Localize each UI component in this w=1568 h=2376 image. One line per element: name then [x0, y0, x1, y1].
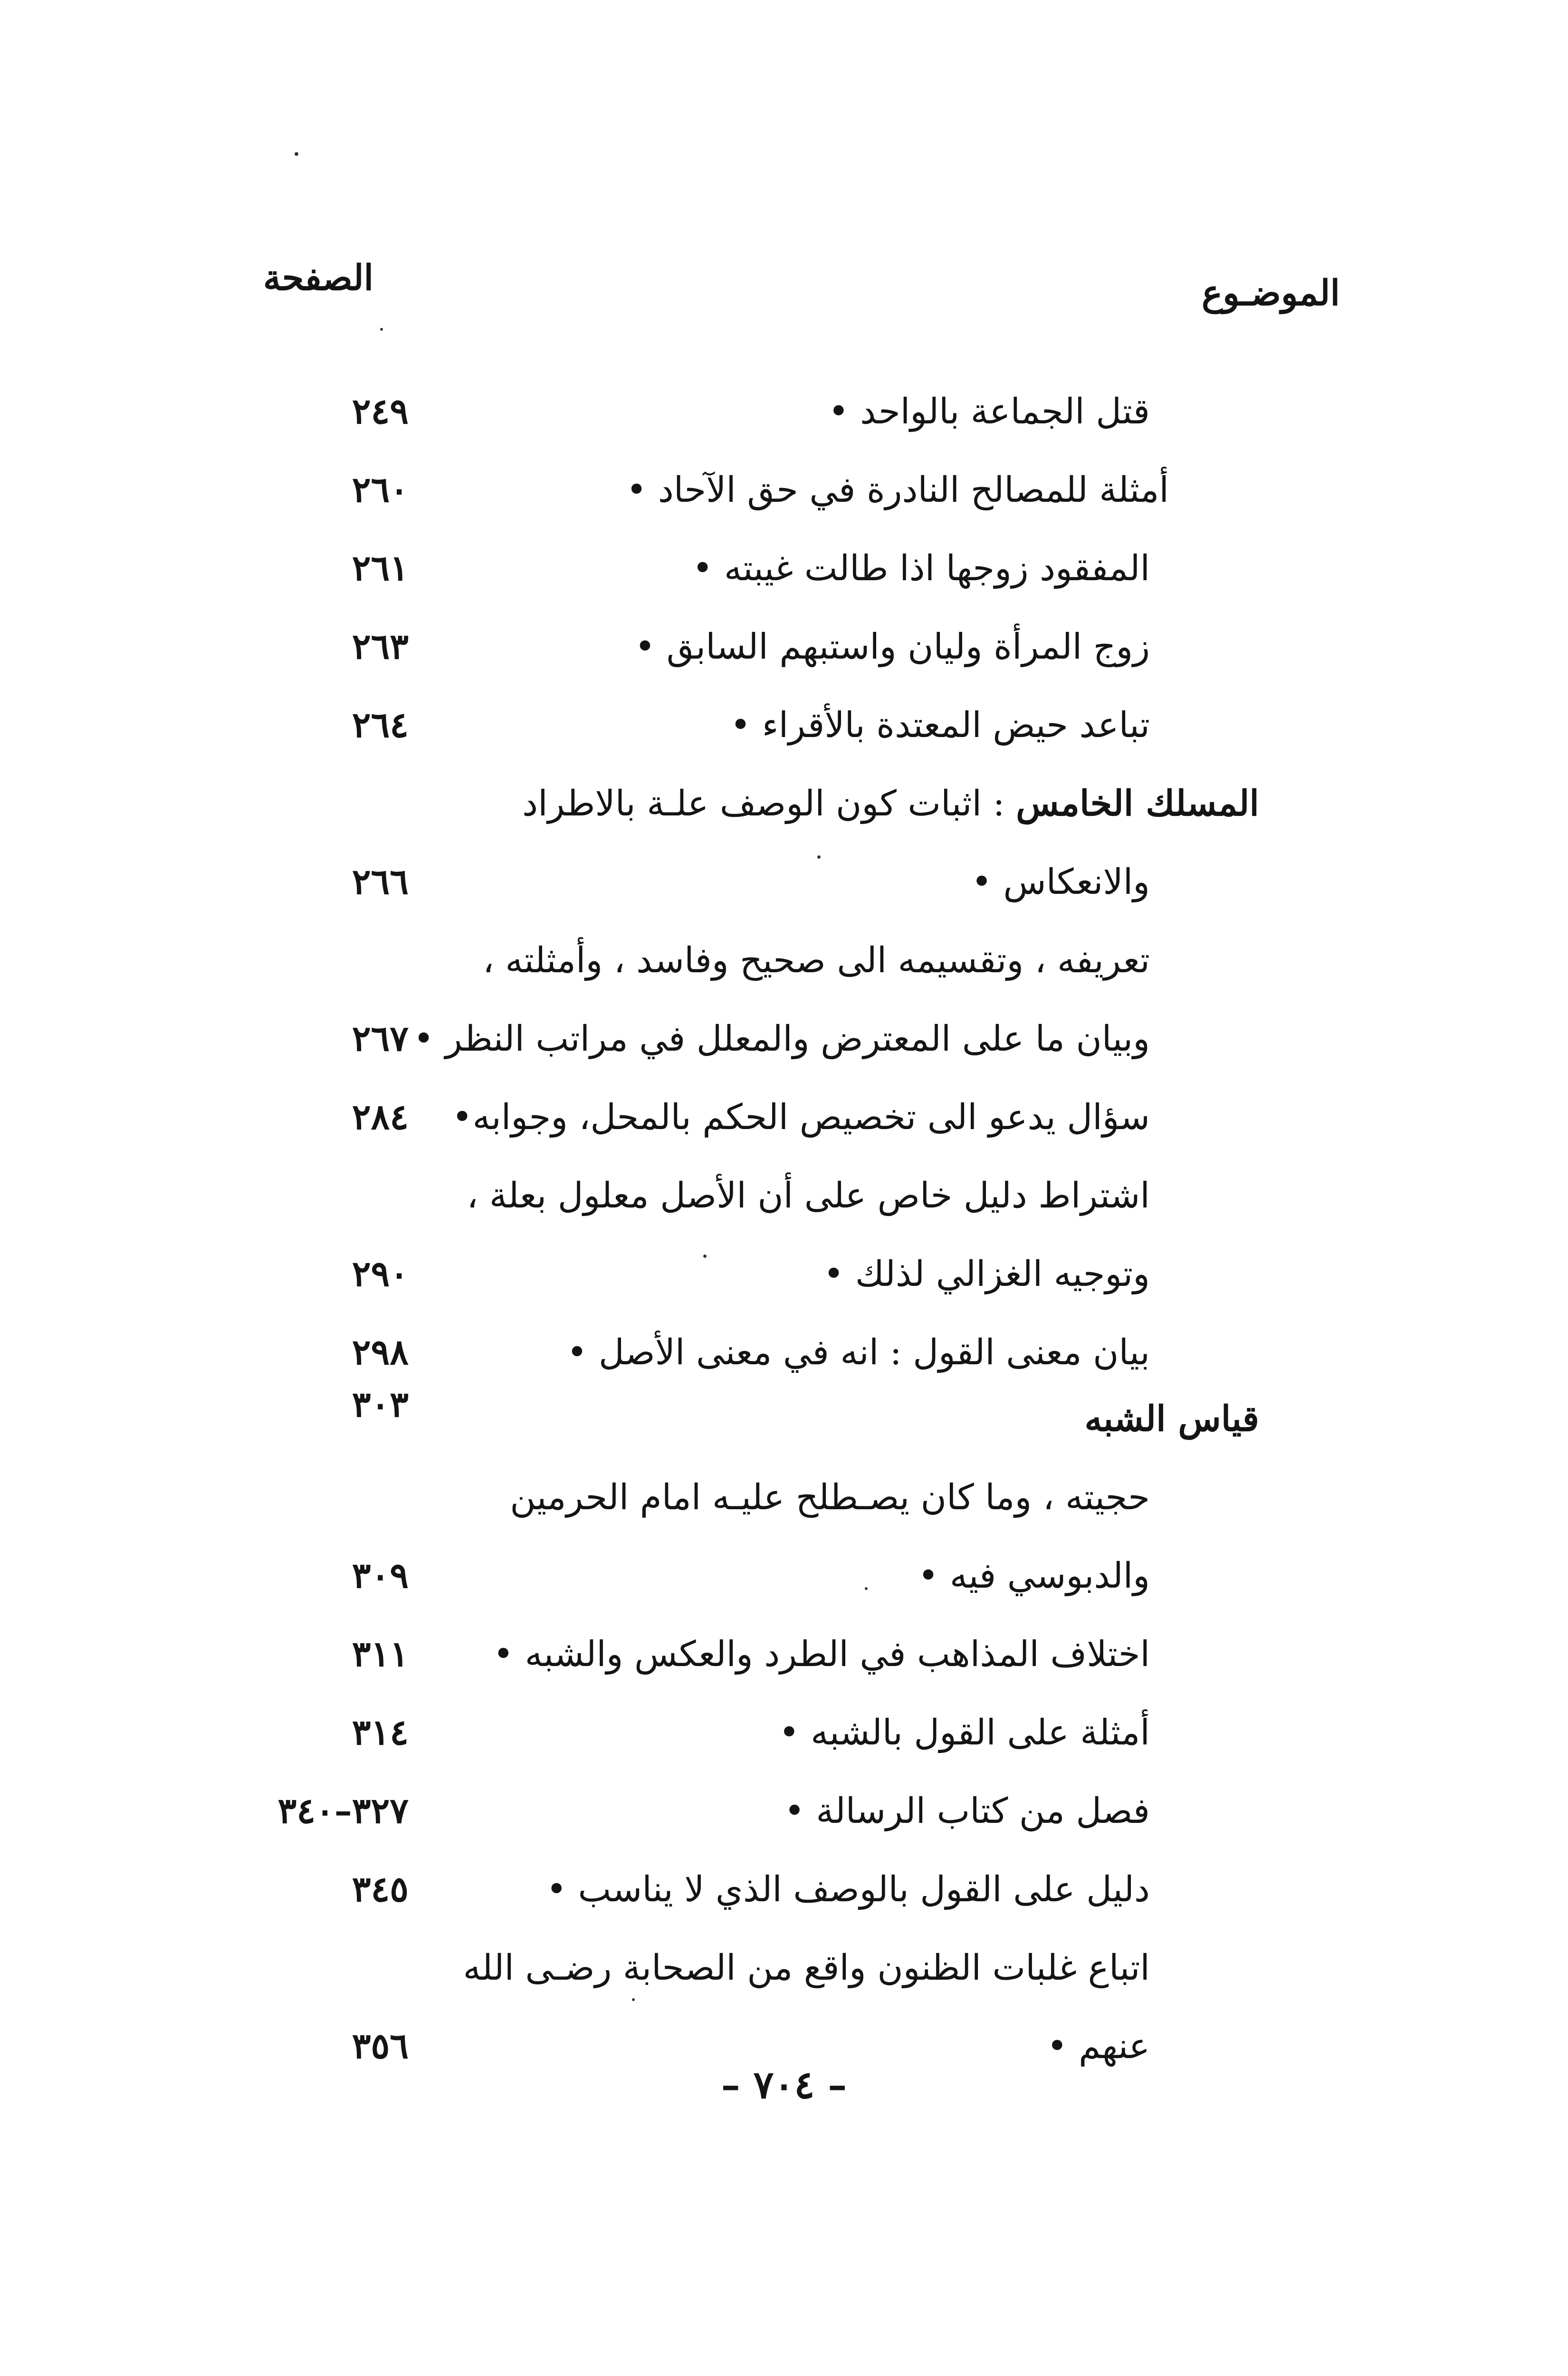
scan-speck	[295, 152, 298, 156]
toc-entry	[0, 454, 1568, 532]
toc-entry	[0, 689, 1568, 767]
toc-entry	[0, 1932, 1568, 2010]
toc-entry-text: حجيته ، وما كان يصـطلح عليـه امام الحرمين	[510, 1477, 1150, 1518]
toc-entry	[0, 1853, 1568, 1932]
toc-entry-page: ٢٦٦	[352, 862, 409, 902]
toc-entry-text: بيان معنى القول : انه في معنى الأصل •	[566, 1332, 1150, 1373]
scan-speck	[380, 328, 383, 331]
section-title: قياس الشبه	[1084, 1399, 1259, 1439]
column-header-page: الصفحة	[263, 258, 374, 298]
toc-entry-page: ٢٦٧	[352, 1018, 409, 1059]
toc-section-heading	[0, 767, 1568, 846]
toc-entry-text: اختلاف المذاهب في الطرد والعكس والشبه •	[493, 1634, 1150, 1675]
toc-entry-text: سؤال يدعو الى تخصيص الحكم بالمحل، وجوابه•	[451, 1097, 1150, 1138]
toc-entry-text: زوج المرأة وليان واستبهم السابق •	[634, 626, 1150, 667]
toc-entry-page: ٢٩٨	[352, 1332, 409, 1373]
toc-entry-page: ٢٦٠	[352, 469, 409, 510]
toc-entry	[0, 611, 1568, 689]
toc-entry-text: اتباع غلبات الظنون واقع من الصحابة رضـى الله	[463, 1947, 1150, 1988]
toc-entry-page: ٣٥٦	[352, 2026, 409, 2067]
toc-entry-text	[404, 1397, 1259, 1441]
toc-entry	[0, 1618, 1568, 1696]
toc-entry-text: عنهم •	[1046, 2026, 1150, 2067]
toc-entry-text: المفقود زوجها اذا طالت غيبته •	[692, 548, 1150, 589]
toc-entry-page: ٢٦٤	[352, 705, 409, 746]
toc-entry	[0, 1238, 1568, 1316]
toc-entry-text: تعريفه ، وتقسيمه الى صحيح وفاسد ، وأمثلته ،	[483, 940, 1150, 981]
scan-speck	[865, 1587, 868, 1590]
toc-entry-text: والانعكاس •	[971, 862, 1150, 902]
toc-entry	[0, 1696, 1568, 1775]
toc-entry	[0, 532, 1568, 611]
toc-entry	[0, 924, 1568, 1003]
toc-entry-text: وتوجيه الغزالي لذلك •	[823, 1254, 1150, 1294]
toc-entry	[0, 1540, 1568, 1618]
toc-entry	[0, 846, 1568, 924]
section-title: المسلك الخامس	[1016, 783, 1259, 824]
toc-entry	[0, 375, 1568, 454]
toc-entry-page: ٣٤٥	[352, 1869, 409, 1910]
toc-entry-text: والدبوسي فيه •	[918, 1555, 1150, 1596]
section-subtitle: : اثبات كون الوصف علـة بالاطراد	[522, 783, 1016, 824]
toc-entry	[0, 1461, 1568, 1540]
toc-entry-text: وبيان ما على المعترض والمعلل في مراتب النظر •	[413, 1018, 1150, 1059]
toc-entry-page: ٢٩٠	[352, 1254, 409, 1294]
toc-entry-text: أمثلة للمصالح النادرة في حق الآحاد •	[626, 469, 1169, 510]
toc-entry-text	[404, 782, 1259, 826]
column-header-topic: الموضـوع	[1201, 273, 1340, 314]
toc-entry-page: ٣٠٣	[352, 1384, 409, 1425]
toc-entry-text: اشتراط دليل خاص على أن الأصل معلول بعلة ،	[467, 1175, 1150, 1216]
toc-entry-page: ٢٤٩	[352, 391, 409, 432]
toc-entry-text: فصل من كتاب الرسالة •	[784, 1791, 1150, 1831]
toc-entry-page: ٢٨٤	[352, 1097, 409, 1138]
scan-speck	[703, 1255, 707, 1258]
toc-entry-page: ٣٠٩	[352, 1555, 409, 1596]
toc-entry-text: دليل على القول بالوصف الذي لا يناسب •	[546, 1869, 1150, 1910]
page-number: – ٧٠٤ –	[721, 2062, 847, 2107]
toc-entry	[0, 1159, 1568, 1238]
toc-entry-page: ٣١٤	[352, 1712, 409, 1753]
toc-entry-page: ٢٦٣	[352, 626, 409, 667]
scan-speck	[817, 855, 821, 859]
toc-entry-page: ٣٢٧–٣٤٠	[277, 1791, 409, 1831]
toc-entry	[0, 1775, 1568, 1853]
toc-entry	[0, 1003, 1568, 1081]
toc-entry	[0, 1081, 1568, 1159]
scan-speck	[632, 1998, 635, 2001]
toc-entry-text: قتل الجماعة بالواحد •	[828, 391, 1150, 432]
toc-section-heading	[0, 1383, 1568, 1461]
toc-entry-page: ٢٦١	[352, 548, 409, 589]
toc-entry-page: ٣١١	[352, 1634, 409, 1675]
toc-entry-text: تباعد حيض المعتدة بالأقراء •	[730, 705, 1150, 746]
toc-entry-text: أمثلة على القول بالشبه •	[778, 1712, 1150, 1753]
